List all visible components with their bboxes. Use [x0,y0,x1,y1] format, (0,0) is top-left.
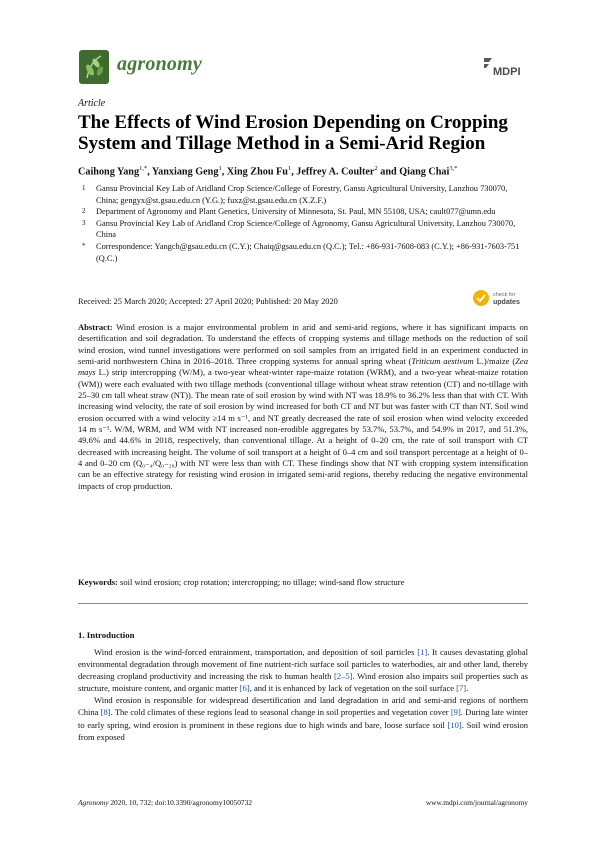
keywords-label: Keywords: [78,577,118,587]
affiliation-text: Gansu Provincial Key Lab of Aridland Crop Science/College of Agronomy, Gansu Agricultural University, Lanzhou 730070, China [96,218,516,240]
affiliation-mark: 1 [82,184,86,192]
publication-dates: Received: 25 March 2020; Accepted: 27 April 2020; Published: 20 May 2020 [78,297,338,306]
author-name[interactable]: Xing Zhou Fu [226,166,288,178]
citation-link[interactable]: [8] [100,707,111,718]
introduction-body [78,646,528,743]
abstract [78,322,528,492]
citation-link[interactable]: [9] [450,707,461,718]
paragraph [78,694,528,742]
paragraph-text: . [466,683,469,694]
keywords-text: soil wind erosion; crop rotation; intercropping; no tillage; wind-sand flow structure [117,577,405,587]
publisher-name: MDPI [493,66,521,78]
paragraph-text: . During late winter to early spring, wind erosion is prominent in these regions due to high winds and bare, loose surface soil [78,707,528,730]
author-sup: 1 [287,165,292,172]
check-for-updates-badge[interactable] [472,288,528,308]
affiliation-item [78,218,528,241]
author-name[interactable]: Yanxiang Geng [151,166,219,178]
badge-line1: check for [493,292,516,298]
citation-link[interactable]: [10] [447,719,462,730]
affiliation-item [78,206,528,218]
species-name: Zea mays [78,356,528,378]
species-name: Triticum aestivum [411,356,474,367]
paragraph-text: Wind erosion is the wind-forced entrainment, transportation, and deposition of soil particles [94,647,418,657]
affiliation-item [78,183,528,206]
journal-name[interactable]: agronomy [117,53,202,75]
citation-link[interactable]: [6] [239,683,250,694]
author-sup: 1,* [139,165,148,172]
footer-journal-url[interactable]: www.mdpi.com/journal/agronomy [425,798,528,807]
section-divider [78,603,528,604]
affiliation-text: Department of Agronomy and Plant Genetics, University of Minnesota, St. Paul, MN 55108, USA; cault077@umn.edu [96,207,496,217]
footer-citation-text: 2020, 10, 732; doi:10.3390/agronomy10050732 [108,798,253,807]
leaf-logo-icon [79,50,109,84]
abstract-label: Abstract: [78,322,113,332]
author-sup: 2 [374,165,378,172]
citation-link[interactable]: [7] [456,683,467,694]
paragraph-text: , and it is enhanced by lack of vegetation on the soil surface [249,683,457,694]
paragraph-text: Wind erosion is responsible for widespread desertification and land degradation in arid and semi-arid regions of northern China [78,695,528,718]
paragraph [78,646,528,694]
affiliation-mark: 3 [82,218,86,227]
paragraph-text: . The cold climates of these regions lead to seasonal change in soil properties and vegetation cover [110,707,451,718]
author-name[interactable]: Qiang Chai [399,166,450,178]
footer-citation [78,798,252,807]
correspondence-item [78,241,528,264]
abstract-text: L.)/maize ( [473,356,516,367]
citation-link[interactable]: [1] [417,647,428,657]
affiliation-list [78,183,528,264]
article-type: Article [78,98,106,109]
section-heading: 1. Introduction [78,630,135,640]
author-sup: 1 [218,165,222,172]
correspondence-text: Correspondence: Yangch@gsau.edu.cn (C.Y.); Chaiq@gsau.edu.cn (Q.C.); Tel.: +86-931-7608-083 (C.Y.); +86-931-7603-751 (Q.C.) [96,241,520,263]
author-name[interactable]: Jeffrey A. Coulter [296,166,375,178]
author-sup: 3,* [449,165,458,172]
article-title: The Effects of Wind Erosion Depending on Cropping System and Tillage Method in a Semi-Arid Region [78,112,508,154]
paragraph-text: . Wind erosion also impairs soil properties such as structure, moisture content, and organic matter [78,671,528,694]
abstract-text: Wind erosion is a major environmental problem in arid and semi-arid regions, where it has significant impacts on desertification and soil degradation. To understand the effects of cropping systems and tillage methods on the reduction of soil wind erosion, wind tunnel investigations were performed on soil samples from an irrigated field in an experiment conducted in semi-arid northwestern China in 2016–2018. Three cropping systems for annual spring wheat ( [78,322,528,367]
mdpi-logo-icon[interactable] [481,56,521,78]
badge-line2: updates [493,299,520,306]
keywords [78,577,528,587]
author-name[interactable]: Caihong Yang [78,166,140,178]
correspondence-mark: * [82,241,86,250]
footer-journal: Agronomy [78,798,109,807]
affiliation-text: Gansu Provincial Key Lab of Aridland Crop Science/College of Forestry, Gansu Agricultural University, Lanzhou 730070, China; gengyx@st.gsau.edu.cn (Y.G.); fuxz@st.gsau.edu.cn (X.Z.F.) [96,184,508,205]
paragraph-text: . Soil wind erosion from exposed [78,719,528,742]
abstract-text: L.) strip intercropping (W/M), a two-year wheat-winter rape-maize rotation (WRM), and a two-year wheat-maize rotation (WM)) were each evaluated with two tillage methods (conventional tillage without wheat straw retention (CT) and no-tillage with 25–30 cm tall wheat straw (NT)). The mean rate of soil erosion by wind with NT was 18.9% to 36.2% less than that with CT. With increasing wind velocity, the rate of soil erosion by wind increased for both CT and NT but was faster with CT than NT. Soil wind erosion occurred with a wind velocity ≥14 m s⁻¹, and NT greatly decreased the rate of soil erosion when wind velocity exceeded 14 m s⁻¹. W/M, WRM, and WM with NT increased non-erodible aggregates by 53.7%, 53.7%, and 54.9% in 2017, and 51.3%, 49.6% and 44.6% in 2018, respectively, than conventional tillage. At a height of 0–20 cm, the rate of soil transport with CT decreased with increasing height. The volume of soil transport at a height of 0–4 cm and soil transport percentage at a height of 0–4 and 0–20 cm (Q₀₋₄/Q₀₋₂₀) with NT were less than with CT. These findings show that NT with cropping system intensification can be an effective strategy for resisting wind erosion in irrigated semi-arid regions, thereby reducing the negative environmental impacts of crop production. [78,367,528,491]
paragraph-text: . It causes devastating global environmental degradation through movement of fine nutrient-rich surface soil particles to waterbodies, air and other land, thereby decreasing cropland productivity and increasing the risk to human health [78,647,528,682]
author-list: Caihong Yang$^{1,*}$, Yanxiang Geng$^1$, Xing Zhou Fu$^1$, Jeffrey A. Coulter$^2$ and Qiang Chai$^{3,*}$ [78,165,458,178]
citation-link[interactable]: [2–5] [333,671,353,682]
affiliation-mark: 2 [82,207,86,216]
